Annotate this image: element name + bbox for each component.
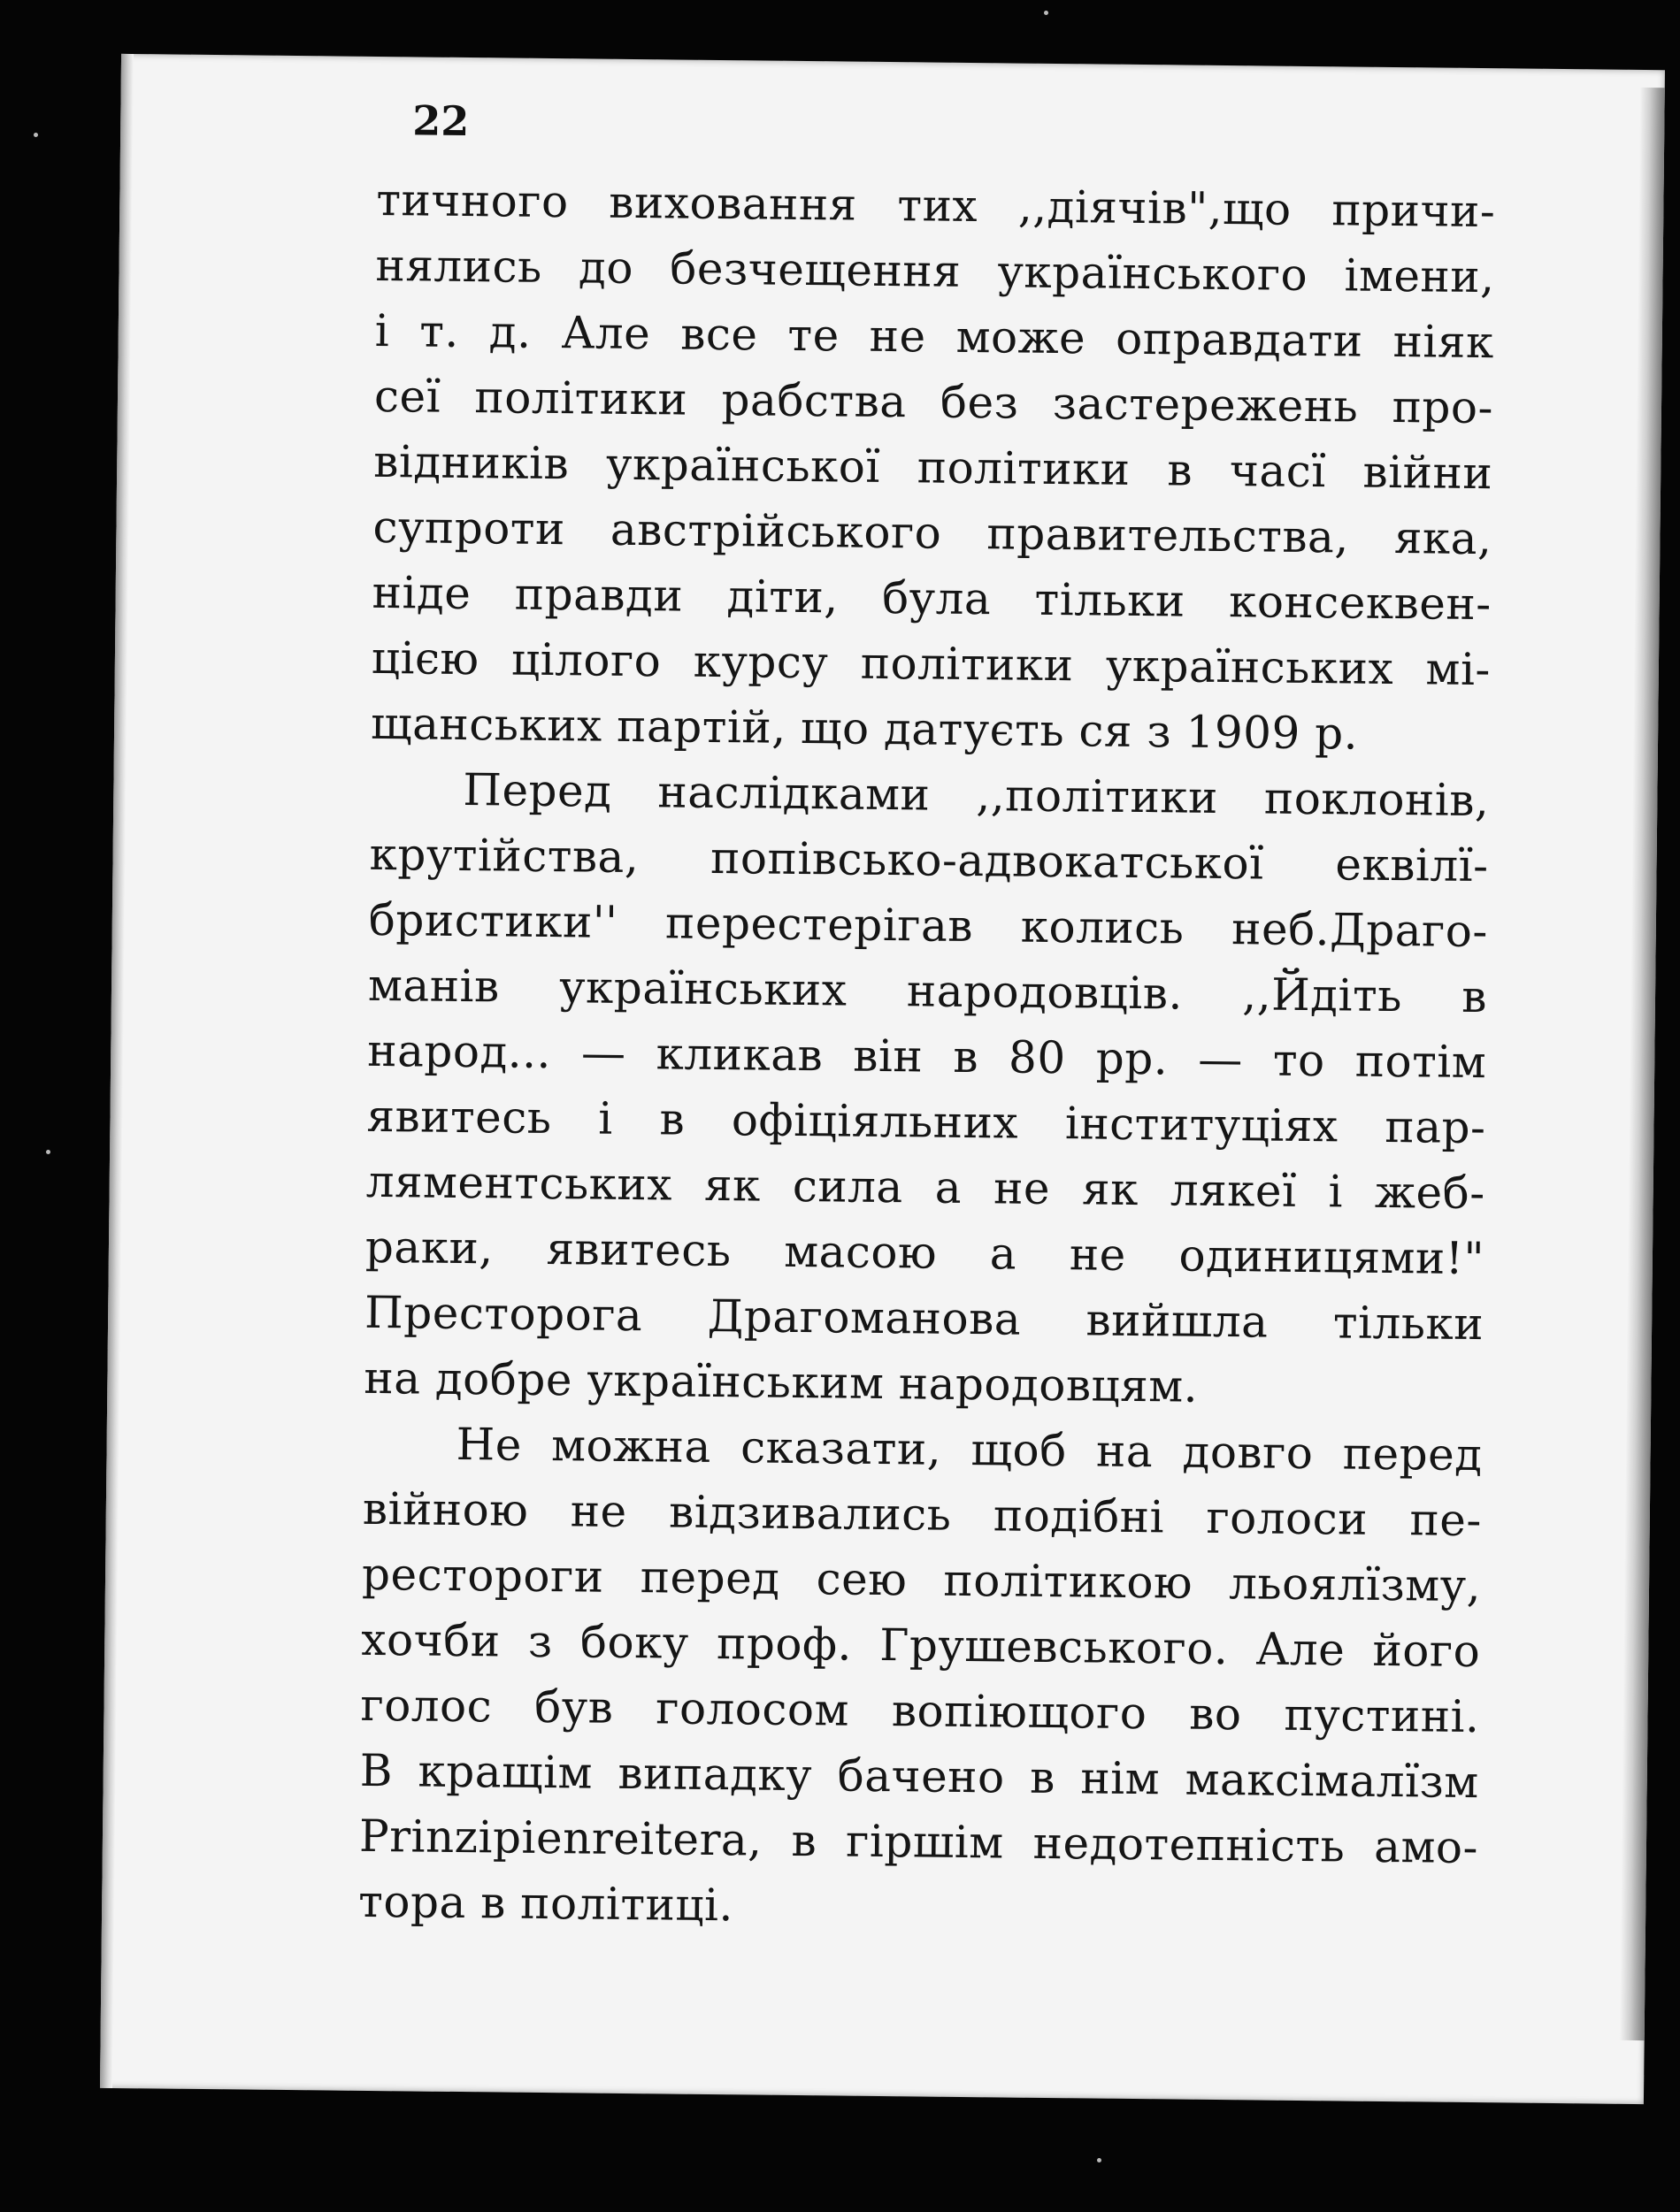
text-line: Перед наслідками ,,політики поклонів,	[463, 764, 1490, 827]
text-line: Prinzipienreitera, в гіршім недотепність амо-	[358, 1810, 1479, 1874]
text-line: явитесь і в офіціяльних інституціях пар-	[366, 1090, 1486, 1154]
page-outer-edge	[1620, 88, 1665, 2040]
text-line: В кращім випадку бачено в нім максімалїзм	[359, 1744, 1480, 1809]
text-line: хочби з боку проф. Грушевського. Але його	[361, 1613, 1481, 1678]
text-line: крутійства, попівсько-адвокатської еквілї-	[369, 828, 1489, 892]
text-line: супроти австрійського правительства, яка,	[372, 501, 1492, 565]
text-line: рестороги перед сею політикою льоялїзму,	[361, 1548, 1482, 1612]
text-line: сеї політики рабства без застережень про-	[373, 370, 1494, 434]
text-line: війною не відзивались подібні голоси пе-	[362, 1482, 1483, 1547]
book-page	[100, 54, 1665, 2104]
page-gutter-edge	[100, 54, 134, 2088]
page-number: 22	[412, 96, 470, 146]
scan-speck	[46, 1150, 50, 1154]
text-line: нялись до безчещення українського імени,	[375, 239, 1495, 303]
text-line: щанських партій, що датуєть ся з 1909 р.	[370, 697, 1359, 760]
text-line: бристики'' перестерігав колись неб.Драго-	[368, 893, 1489, 958]
text-line: ляментських як сила а не як лякеї і жеб-	[365, 1155, 1485, 1220]
text-line: манів українських народовців. ,,Йдіть в	[367, 959, 1488, 1023]
paragraph	[358, 1411, 1483, 1946]
text-line: ніде правди діти, була тільки консеквен-	[372, 566, 1492, 631]
scan-speck	[34, 133, 38, 137]
text-line: раки, явитесь масою а не одиницями!"	[364, 1221, 1485, 1285]
text-line: цією цілого курсу політики українських мі-	[371, 631, 1492, 696]
scan-speck	[1097, 2158, 1101, 2162]
text-line: на добре українським народовцям.	[364, 1351, 1199, 1412]
text-line: тичного виховання тих ,,діячів",що причи-	[376, 173, 1496, 238]
paragraph	[371, 167, 1496, 768]
body-text	[358, 167, 1496, 1946]
text-line: голос був голосом вопіющого во пустині.	[360, 1679, 1480, 1743]
text-line: народ... — кликав він в 80 рр. — то потім	[367, 1024, 1487, 1089]
scan-speck	[1044, 11, 1048, 15]
paragraph	[364, 756, 1490, 1422]
text-line: тора в політиці.	[357, 1875, 734, 1932]
text-line: Престорога Драгоманова вийшла тільки	[364, 1286, 1484, 1351]
text-line: Не можна сказати, щоб на довго перед	[456, 1418, 1483, 1481]
text-line: відників української політики в часї війни	[372, 435, 1493, 500]
text-line: і т. д. Але все те не може оправдати ніяк	[374, 304, 1495, 369]
